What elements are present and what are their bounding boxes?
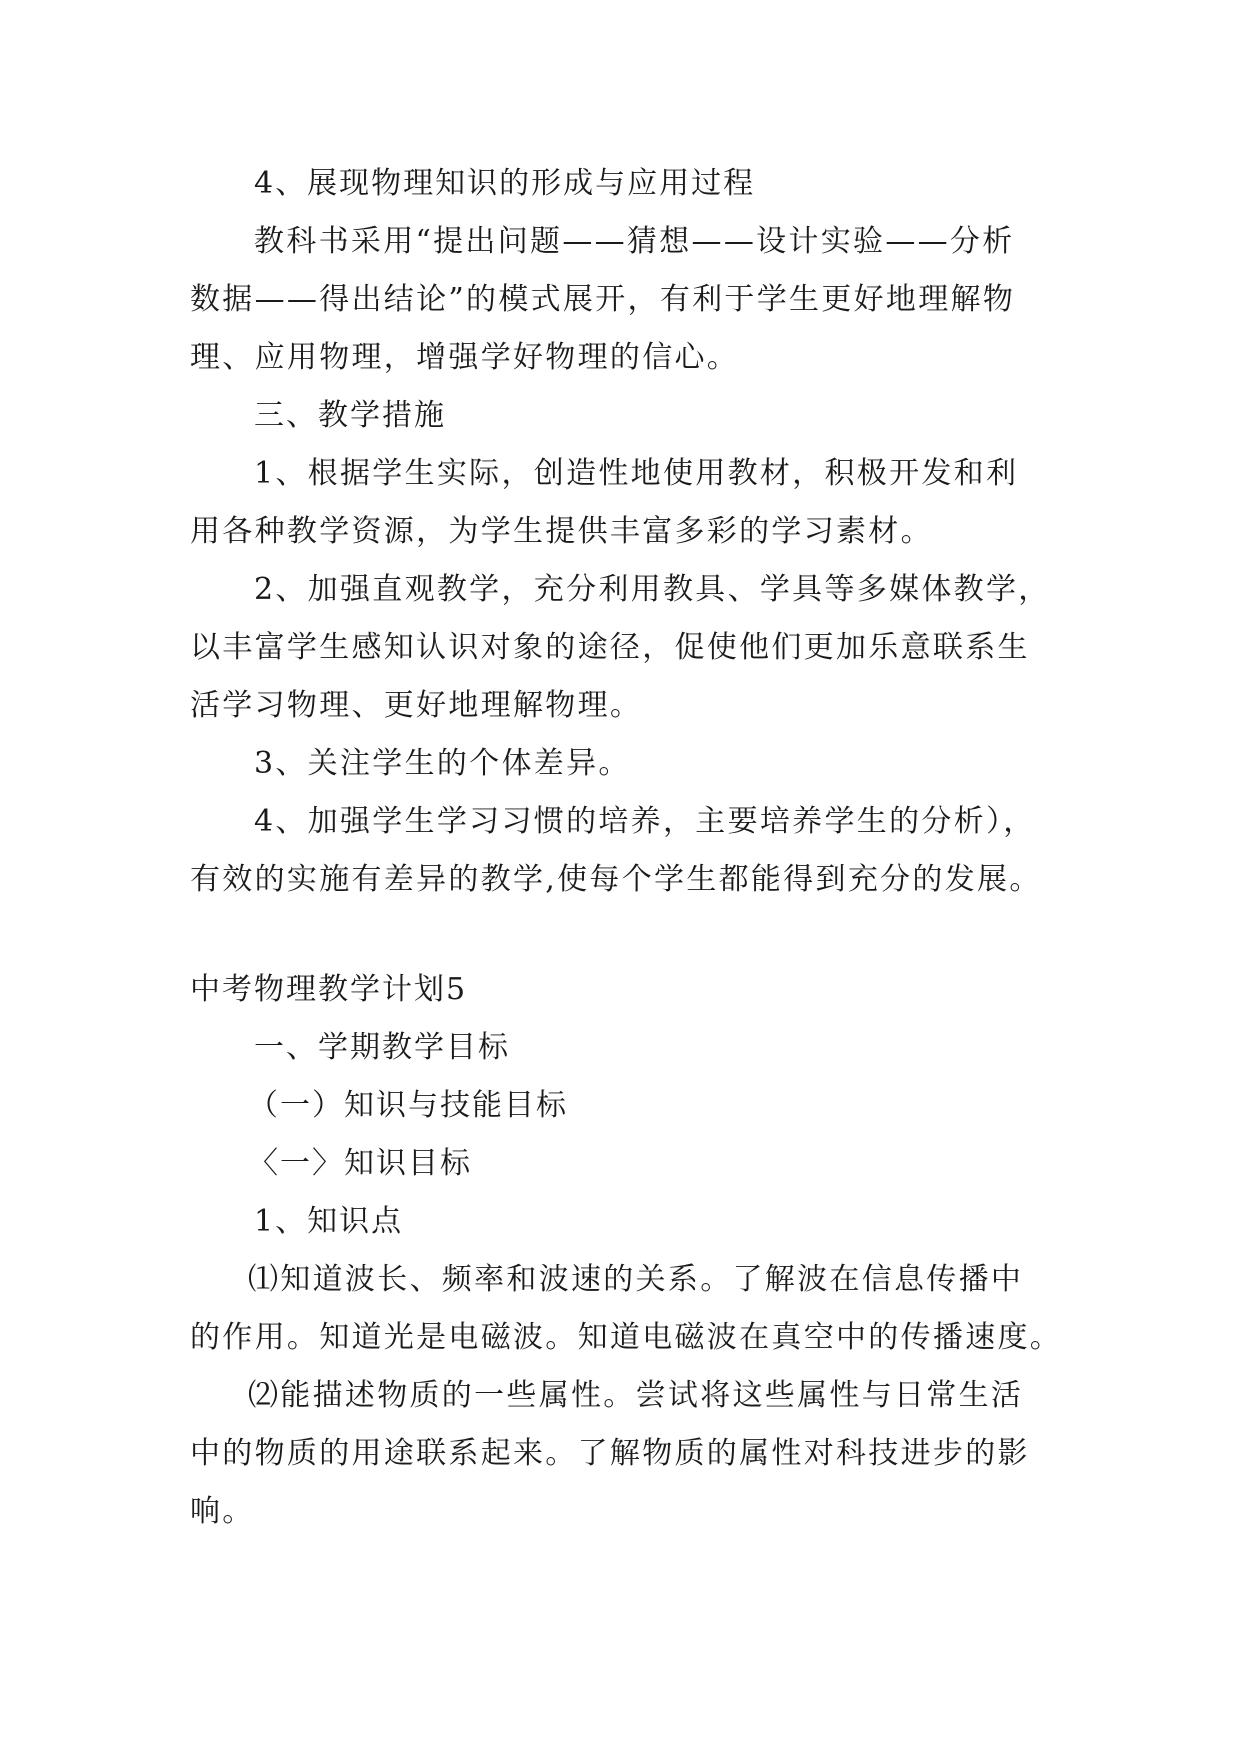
item4-heading: 4、展现物理知识的形成与应用过程: [254, 166, 756, 201]
paragraph-line: 3、关注学生的个体差异。: [254, 746, 631, 781]
section-heading: 三、教学措施: [254, 398, 446, 433]
paragraph-line: ⑴知道波长、频率和波速的关系。了解波在信息传播中: [248, 1262, 1024, 1297]
subsection-heading: （一）知识与技能目标: [248, 1088, 568, 1123]
section-heading: 一、学期教学目标: [254, 1030, 510, 1065]
point-heading: 1、知识点: [254, 1204, 404, 1239]
paragraph-line: 中的物质的用途联系起来。了解物质的属性对科技进步的影: [190, 1436, 1030, 1471]
paragraph-line: 的作用。知道光是电磁波。知道电磁波在真空中的传播速度。: [190, 1320, 1063, 1355]
paragraph-line: 活学习物理、更好地理解物理。: [190, 688, 643, 723]
paragraph-line: 响。: [190, 1494, 255, 1529]
paragraph-line: 有效的实施有差异的教学,使每个学生都能得到充分的发展。: [190, 862, 1042, 897]
paragraph-line: 教科书采用“提出问题——猜想——设计实验——分析: [254, 224, 1015, 259]
paragraph-line: 数据——得出结论”的模式展开，有利于学生更好地理解物: [190, 282, 1016, 317]
paragraph-line: 1、根据学生实际，创造性地使用教材，积极开发和利: [254, 456, 1019, 491]
paragraph-line: 理、应用物理，增强学好物理的信心。: [190, 340, 740, 375]
paragraph-line: ⑵能描述物质的一些属性。尝试将这些属性与日常生活: [248, 1378, 1024, 1413]
paragraph-line: 用各种教学资源，为学生提供丰富多彩的学习素材。: [190, 514, 933, 549]
plan-title: 中考物理教学计划5: [190, 972, 468, 1007]
paragraph-line: 4、加强学生学习习惯的培养，主要培养学生的分析），: [254, 804, 1036, 839]
paragraph-line: 2、加强直观教学，充分利用教具、学具等多媒体教学，: [254, 572, 1051, 607]
paragraph-line: 以丰富学生感知认识对象的途径，促使他们更加乐意联系生: [190, 630, 1030, 665]
subsection-heading: 〈一〉知识目标: [248, 1146, 472, 1181]
